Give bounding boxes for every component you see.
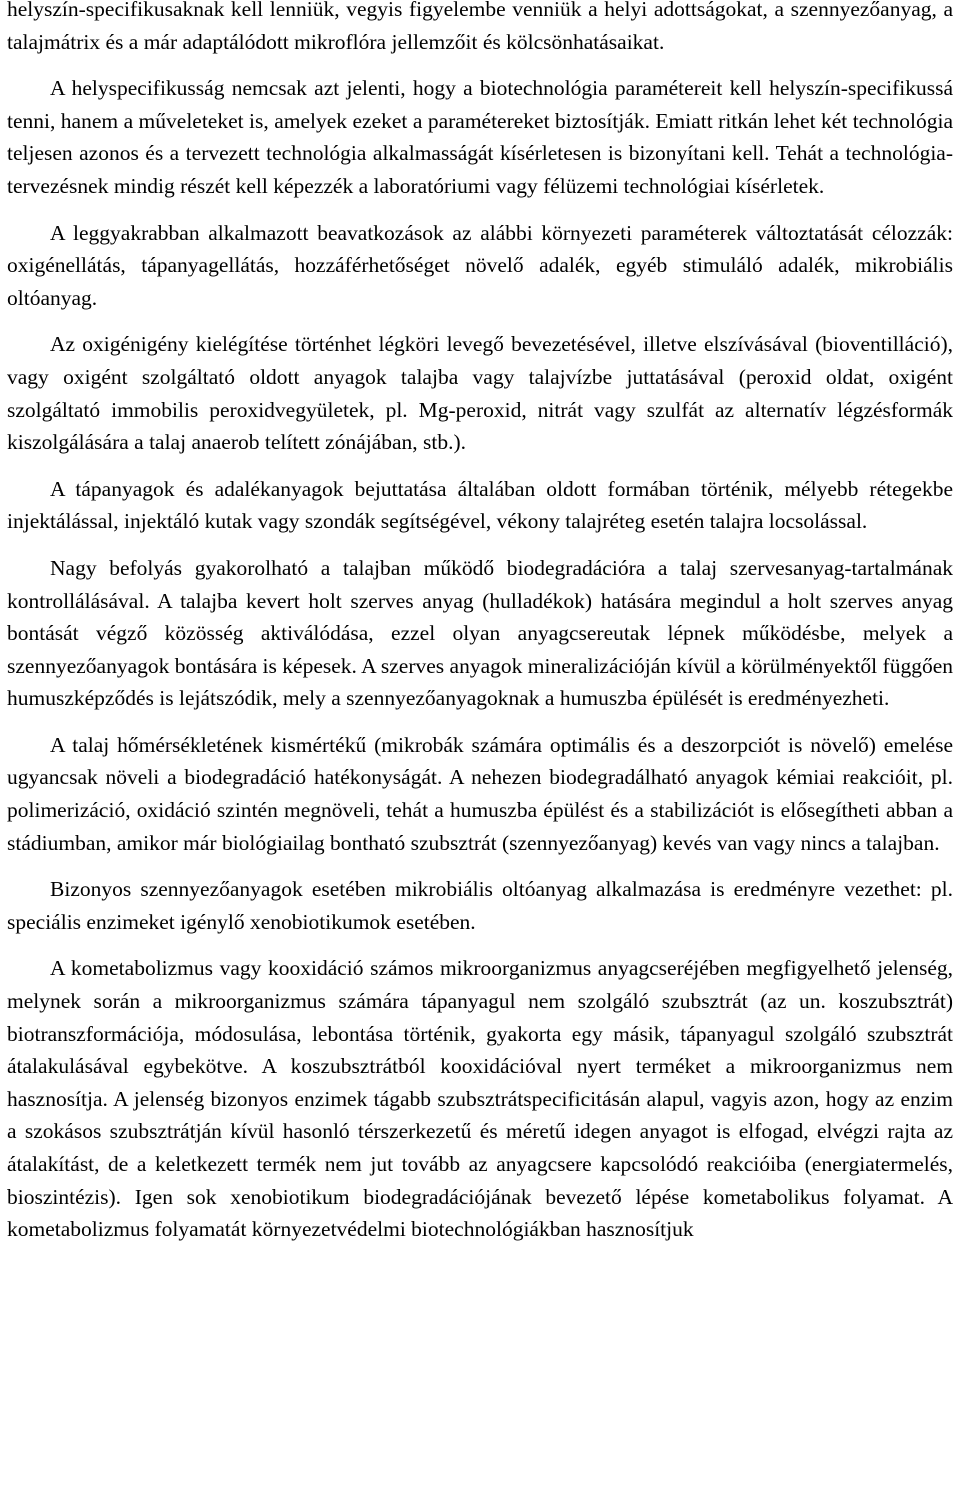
paragraph-organic-matter: Nagy befolyás gyakorolható a talajban működő biodegradációra a talaj szervesanyag-tartalmának kontrollálásával. A talajba kevert holt szerves anyag (hulladékok) hatására megindul a holt szerves anyag bontását végző közösség aktiválódása, ezzel olyan anyagcsereutak lépnek működésbe, melyek a szennyezőanyagok bontására is képesek. A szerves anyagok mineralizációján kívül a körülményektől függően humuszképződés is lejátszódik, mely a szennyezőanyagoknak a humuszba épülését is eredményezheti. <box>7 555 953 711</box>
paragraph-oxygen-supply: Az oxigénigény kielégítése történhet légköri levegő bevezetésével, illetve elszívásával (bioventilláció), vagy oxigént szolgáltató oldott anyagok talajba vagy talajvízbe juttatásával (peroxid oldat, oxigént szolgáltató immobilis peroxidvegyületek, pl. Mg-peroxid, nitrát vagy szulfát az alternatív légzésformák kiszolgálására a talaj anaerob telített zónájában, stb.). <box>7 332 953 455</box>
paragraph-nutrients: A tápanyagok és adalékanyagok bejuttatása általában oldott formában történik, mélyebb rétegekbe injektálással, injektáló kutak vagy szondák segítségével, vékony talajréteg esetén talajra locsolással. <box>7 476 953 534</box>
paragraph-continuation: helyszín-specifikusaknak kell lenniük, vegyis figyelembe venniük a helyi adottságokat, a szennyezőanyag, a talajmátrix és a már adaptálódott mikroflóra jellemzőit és kölcsönhatásaikat. <box>7 0 953 54</box>
paragraph-temperature: A talaj hőmérsékletének kismértékű (mikrobák számára optimális és a deszorpciót is növelő) emelése ugyancsak növeli a biodegradáció hatékonyságát. A nehezen biodegradálható anyagok kémiai reakcióit, pl. polimerizáció, oxidáció szintén megnöveli, tehát a humuszba épülést és a stabilizációt is elősegítheti abban a stádiumban, amikor már biológiailag bontható szubsztrát (szennyezőanyag) kevés van vagy nincs a talajban. <box>7 732 953 855</box>
paragraph-inoculum: Bizonyos szennyezőanyagok esetében mikrobiális oltóanyag alkalmazása is eredményre vezethet: pl. speciális enzimeket igénylő xenobiotikumok esetében. <box>7 877 953 934</box>
paragraph-interventions: A leggyakrabban alkalmazott beavatkozások az alábbi környezeti paraméterek változtatását célozzák: oxigénellátás, tápanyagellátás, hozzáférhetőséget növelő adalék, egyéb stimuláló adalék, mikrobiális oltóanyag. <box>7 220 953 310</box>
paragraph-cometabolism: A kometabolizmus vagy kooxidáció számos mikroorganizmus anyagcseréjében megfigyelhető jelenség, melynek során a mikroorganizmus számára tápanyagul nem szolgáló szubsztrát (az un. koszubsztrát) biotranszformációja, módosulása, lebontása történik, gyakorta egy másik, tápanyagul szolgáló szubsztrát átalakulásával egybekötve. A koszubsztrátból kooxidációval nyert terméket a mikroorganizmus nem hasznosítja. A jelenség bizonyos enzimek tágabb szubsztrátspecificitásán alapul, vagyis azon, hogy az enzim a szokásos szubsztrátján kívül hasonló térszerkezetű és méretű idegen anyagot is elfogad, elvégzi rajta az átalakítást, de a keletkezett termék nem jut tovább az anyagcsere kapcsolódó reakcióiba (energiatermelés, bioszintézis). Igen sok xenobiotikum biodegradációjának bevezető lépése kometabolikus folyamat. A kometabolizmus folyamatát környezetvédelmi biotechnológiákban hasznosítjuk <box>7 956 953 1242</box>
paragraph-site-specificity: A helyspecifikusság nemcsak azt jelenti, hogy a biotechnológia paramétereit kell helyszín-specifikussá tenni, hanem a műveleteket is, amelyek ezeket a paramétereket biztosítják. Emiatt ritkán lehet két technológia teljesen azonos és a tervezett technológia alkalmasságát kísérletesen is bizonyítani kell. Tehát a technológia-tervezésnek mindig részét kell képezzék a laboratóriumi vagy félüzemi technológiai kísérletek. <box>7 76 953 198</box>
